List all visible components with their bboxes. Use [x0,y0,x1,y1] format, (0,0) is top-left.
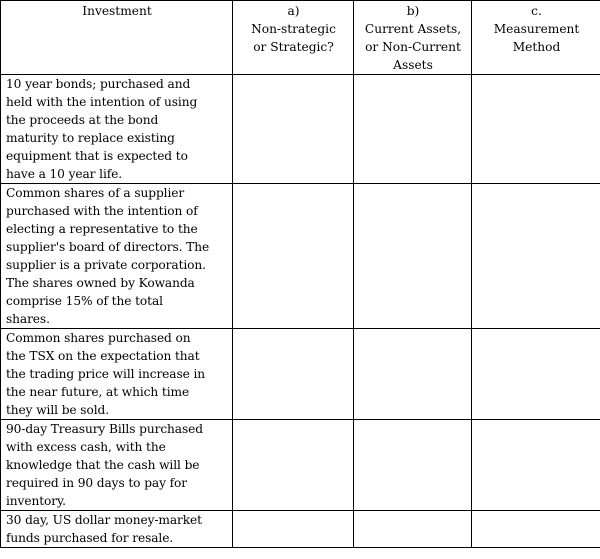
strategic-answer-cell[interactable] [233,420,354,511]
measurement-answer-cell[interactable] [472,511,600,548]
strategic-answer-cell[interactable] [233,329,354,420]
header-measurement-method: c. Measurement Method [472,1,600,75]
asset-class-answer-cell[interactable] [354,184,472,329]
table-row [1,511,600,548]
measurement-answer-cell[interactable] [472,75,600,184]
table-row [1,329,600,420]
investment-description: 10 year bonds; purchased and held with the intention of using the proceeds at the bond maturity to replace existing equipment that is expected to have a 10 year life. [1,75,233,184]
header-row [1,1,600,75]
table-row [1,420,600,511]
header-strategic: a) Non-strategic or Strategic? [233,1,354,75]
measurement-answer-cell[interactable] [472,329,600,420]
asset-class-answer-cell[interactable] [354,329,472,420]
investment-description: 90-day Treasury Bills purchased with excess cash, with the knowledge that the cash will be required in 90 days to pay for inventory. [1,420,233,511]
investment-description: 30 day, US dollar money-market funds purchased for resale. [1,511,233,548]
investment-description: Common shares purchased on the TSX on the expectation that the trading price will increase in the near future, at which time they will be sold. [1,329,233,420]
measurement-answer-cell[interactable] [472,184,600,329]
strategic-answer-cell[interactable] [233,511,354,548]
asset-class-answer-cell[interactable] [354,420,472,511]
header-asset-class: b) Current Assets, or Non-Current Assets [354,1,472,75]
table-row [1,184,600,329]
asset-class-answer-cell[interactable] [354,75,472,184]
asset-class-answer-cell[interactable] [354,511,472,548]
header-investment: Investment [1,1,233,75]
measurement-answer-cell[interactable] [472,420,600,511]
strategic-answer-cell[interactable] [233,184,354,329]
investment-description: Common shares of a supplier purchased with the intention of electing a representative to the supplier's board of directors. The supplier is a private corporation. The shares owned by Kowanda comprise 15% of the total shares. [1,184,233,329]
strategic-answer-cell[interactable] [233,75,354,184]
table-row [1,75,600,184]
